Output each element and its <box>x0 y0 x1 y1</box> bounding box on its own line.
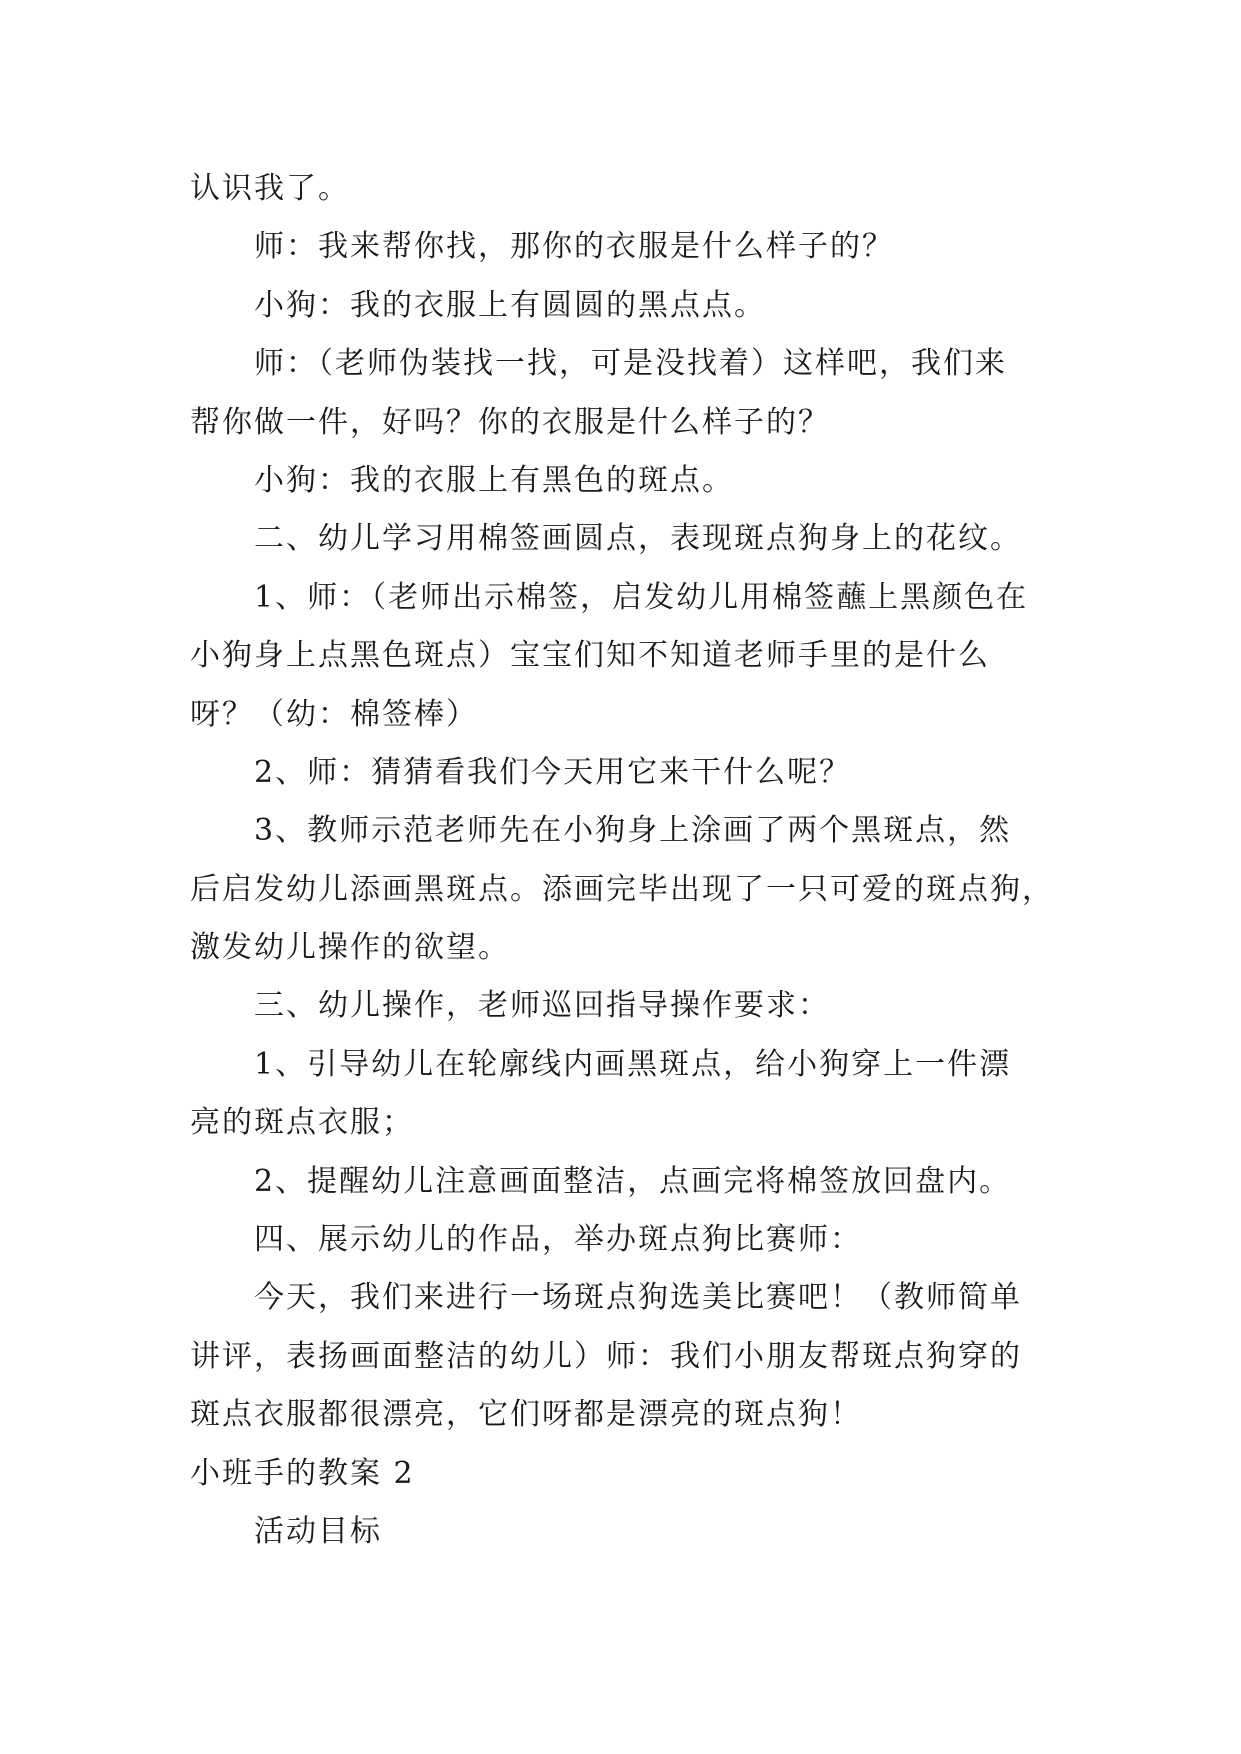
text-line: 呀？（幼：棉签棒） <box>190 696 478 732</box>
text-line: 2、师：猜猜看我们今天用它来干什么呢？ <box>254 754 852 790</box>
document-body <box>190 160 1060 1561</box>
text-line: 师：（老师伪装找一找，可是没找着）这样吧，我们来 <box>254 346 1007 382</box>
text-line: 小狗：我的衣服上有圆圆的黑点点。 <box>254 287 766 323</box>
text-line: 1、师：（老师出示棉签，启发幼儿用棉签蘸上黑颜色在 <box>254 579 1029 615</box>
document-title: 小班手的教案 2 <box>190 1455 415 1491</box>
text-line: 小狗身上点黑色斑点）宝宝们知不知道老师手里的是什么 <box>190 638 990 674</box>
section-heading: 四、展示幼儿的作品，举办斑点狗比赛师： <box>254 1222 862 1258</box>
text-line: 认识我了。 <box>190 171 350 206</box>
text-line: 1、引导幼儿在轮廓线内画黑斑点，给小狗穿上一件漂 <box>254 1046 1012 1082</box>
text-line: 讲评，表扬画面整洁的幼儿）师：我们小朋友帮斑点狗穿的 <box>190 1338 1022 1374</box>
section-heading: 活动目标 <box>254 1513 382 1549</box>
section-heading: 三、幼儿操作，老师巡回指导操作要求： <box>254 988 830 1024</box>
text-line: 小狗：我的衣服上有黑色的斑点。 <box>254 462 734 498</box>
text-line: 斑点衣服都很漂亮，它们呀都是漂亮的斑点狗！ <box>190 1397 862 1433</box>
text-line: 后启发幼儿添画黑斑点。添画完毕出现了一只可爱的斑点狗， <box>190 871 1054 907</box>
text-line: 帮你做一件，好吗？你的衣服是什么样子的？ <box>190 404 830 440</box>
text-line: 师：我来帮你找，那你的衣服是什么样子的？ <box>254 229 894 265</box>
text-line: 2、提醒幼儿注意画面整洁，点画完将棉签放回盘内。 <box>254 1163 1012 1199</box>
text-line: 亮的斑点衣服； <box>190 1105 414 1141</box>
text-line: 3、教师示范老师先在小狗身上涂画了两个黑斑点，然 <box>254 813 1012 849</box>
text-line: 激发幼儿操作的欲望。 <box>190 930 510 966</box>
text-line: 今天，我们来进行一场斑点狗选美比赛吧！（教师简单 <box>254 1280 1022 1316</box>
section-heading: 二、幼儿学习用棉签画圆点，表现斑点狗身上的花纹。 <box>254 521 1022 557</box>
